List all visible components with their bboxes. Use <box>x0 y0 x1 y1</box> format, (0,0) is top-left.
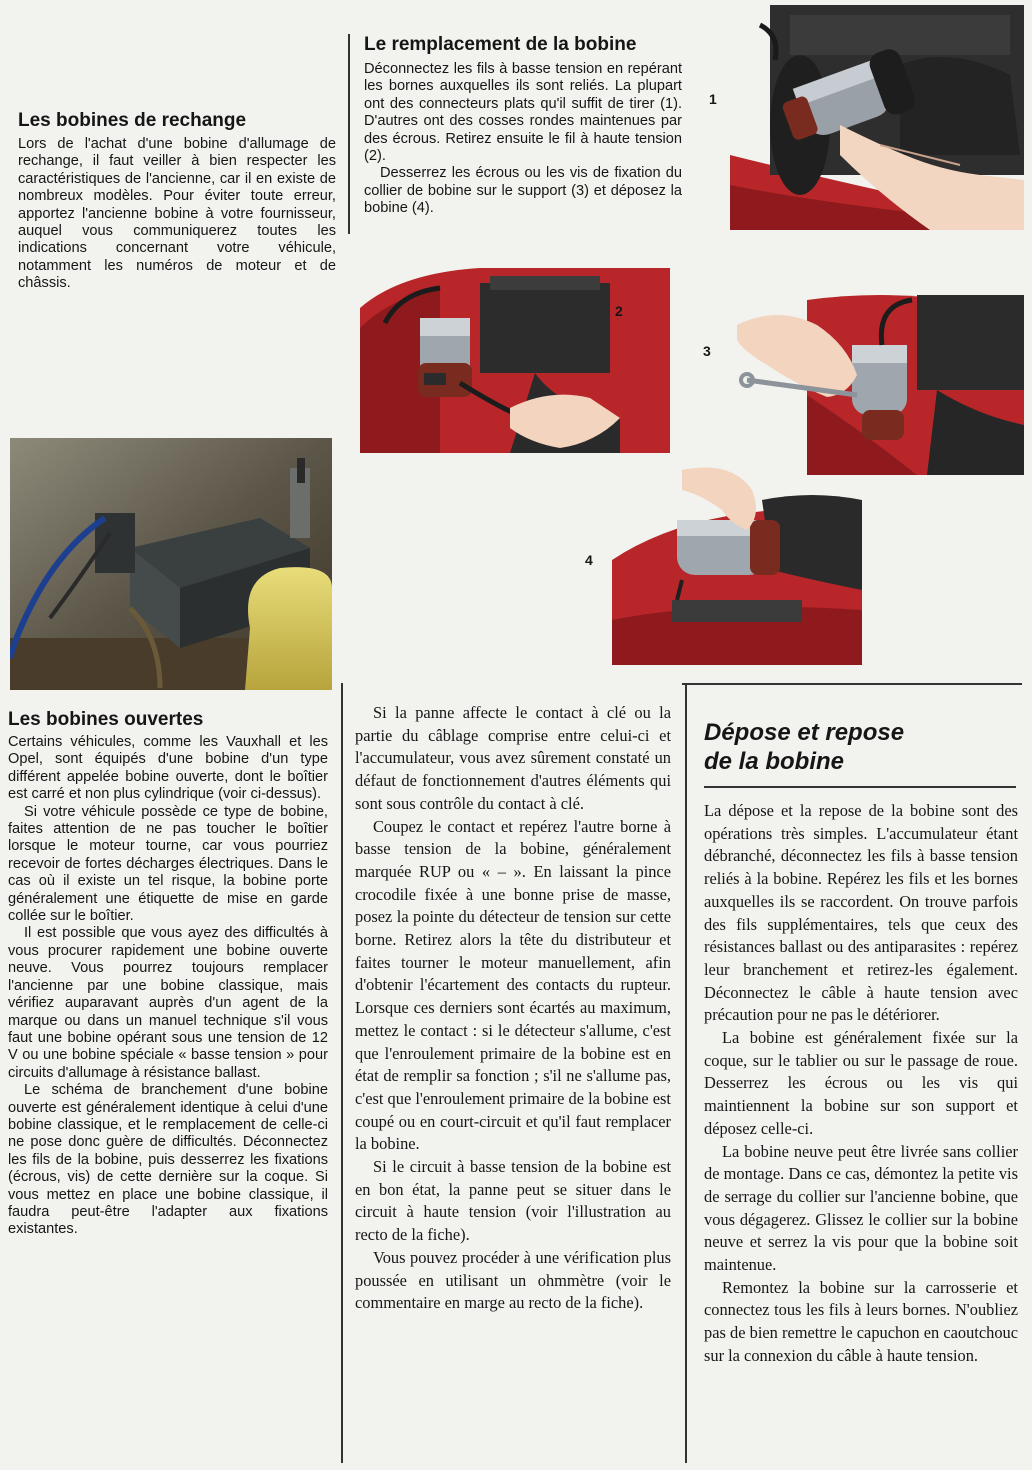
figure-number: 3 <box>703 343 711 359</box>
paragraph: Si la panne affecte le contact à clé ou la partie du câblage comprise entre celui-ci et l'accumulateur, vous avez sûrement constaté un défaut de fonctionnement d'autres éléments qui sont sous contrôle du contact à clé. <box>355 703 671 813</box>
figure-number: 1 <box>709 91 717 107</box>
paragraph: La bobine neuve peut être livrée sans collier de montage. Dans ce cas, démontez la petite vis de serrage du collier sur l'ancienne bobine, que vous dégagerez. Glissez le collier sur la bobine neuve et serrez la vis pour que la bobine soit maintenue. <box>704 1141 1018 1275</box>
section-title: Le remplacement de la bobine <box>364 34 637 55</box>
photo-open-coil <box>10 438 332 690</box>
paragraph: Certains véhicules, comme les Vauxhall et les Opel, sont équipés d'une bobine d'un type différent appelée bobine ouverte, dont le boîtier est carré et non plus cylindrique (voir ci-dessus). <box>8 734 328 803</box>
section-middle <box>355 702 671 1315</box>
illustration-step-1 <box>730 5 1024 230</box>
illustration-step-2 <box>360 268 670 453</box>
title-underline <box>704 786 1016 788</box>
section-remplacement <box>364 34 682 218</box>
column-divider <box>685 683 687 1463</box>
illustration-step-3 <box>737 285 1024 475</box>
paragraph: Si votre véhicule possède ce type de bobine, faites attention de ne pas toucher le boîtier lorsque le moteur tourne, car vous pourriez recevoir de fortes décharges électriques. Dans le cas où il existe un tel risque, la bobine porte généralement une étiquette de mise en garde collée sur le boîtier. <box>8 803 328 925</box>
section-title-line-2: de la bobine <box>704 748 845 775</box>
paragraph: La bobine est généralement fixée sur la coque, sur le tablier ou sur le passage de roue. Desserrez les écrous ou les vis qui maintiennent la bobine sur son support et déposez celle-ci. <box>704 1028 1018 1138</box>
paragraph: Desserrez les écrous ou les vis de fixation du collier de bobine sur le support (3) et déposez la bobine (4). <box>364 165 682 217</box>
section-depose <box>704 718 1018 1368</box>
column-divider <box>348 34 350 234</box>
paragraph: Coupez le contact et repérez l'autre borne à basse tension de la bobine, généralement marquée RUP ou « – ». En laissant la pince crocodile fixée à une bonne prise de masse, posez la pointe du détecteur de tension sur cette borne. Retirez alors la tête du distributeur et faites tourner le moteur manuellement, afin d'obtenir l'écartement des contacts du rupteur. Lorsque ces derniers sont écartés au maximum, mettez le contact : si le détecteur s'allume, c'est que l'enroulement primaire de la bobine est en état de remplir sa fonction ; s'il ne s'allume pas, c'est que l'enroulement primaire de la bobine est coupé ou en court-circuit et qu'il faut remplacer la bobine. <box>355 816 671 1154</box>
column-divider <box>341 683 343 1463</box>
section-ouvertes <box>8 709 328 1239</box>
section-title: Les bobines de rechange <box>18 110 247 131</box>
section-rechange <box>18 110 336 293</box>
paragraph: Si le circuit à basse tension de la bobine est en bon état, la panne peut se situer dans le circuit à haute tension (voir l'illustration au recto de la fiche). <box>355 1157 671 1245</box>
horizontal-rule <box>682 683 1022 685</box>
section-title: Les bobines ouvertes <box>8 709 204 730</box>
paragraph: La dépose et la repose de la bobine sont des opérations très simples. L'accumulateur étant débranché, déconnectez les fils à basse tension reliés à la bobine. Repérez les fils et les bornes auxquelles ils se raccordent. On trouve parfois des fils supplémentaires, tels que ceux des résistances ballast ou des antiparasites : repérez leur branchement et retirez-les également. Déconnectez le câble à haute tension avec précaution pour ne pas le détériorer. <box>704 801 1018 1025</box>
illustration-step-4 <box>612 460 862 665</box>
paragraph: Remontez la bobine sur la carrosserie et connectez tous les fils à leurs bornes. N'oubliez pas de bien remettre le capuchon en caoutchouc sur la connexion du câble à haute tension. <box>704 1277 1018 1365</box>
paragraph: Le schéma de branchement d'une bobine ouverte est généralement identique à celui d'une bobine classique, et le remplacement de celle-ci ne pose donc guère de difficultés. Déconnectez les fils de la bobine, puis desserrez les fixations (écrous, vis) de cette dernière sur la coque. Si vous mettez en place une bobine classique, il faudra peut-être l'adapter aux fixations existantes. <box>8 1082 328 1238</box>
figure-number: 2 <box>615 303 623 319</box>
figure-number: 4 <box>585 552 593 568</box>
paragraph: Déconnectez les fils à basse tension en repérant les bornes auxquelles ils sont reliés. La plupart ont des connecteurs plats qu'il suffit de tirer (1). D'autres ont des cosses rondes maintenues par des écrous. Retirez ensuite le fil à haute tension (2). <box>364 61 682 165</box>
paragraph: Vous pouvez procéder à une vérification plus poussée en utilisant un ohmmètre (voir le commentaire en marge au recto de la fiche). <box>355 1247 671 1313</box>
paragraph: Il est possible que vous ayez des difficultés à vous procurer rapidement une bobine ouverte neuve. Vous pourrez toujours remplacer l'ancienne par une bobine classique, mais vérifiez auparavant auprès d'un agent de la marque ou dans un manuel technique s'il vous faut une bobine opérant sous une tension de 12 V ou une bobine spéciale « basse tension » pour circuits d'allumage à résistance ballast. <box>8 925 328 1081</box>
paragraph: Lors de l'achat d'une bobine d'allumage de rechange, il faut veiller à bien respecter les caractéristiques de l'ancienne, car il en existe de nombreux modèles. Pour éviter toute erreur, apportez l'ancienne bobine à votre fournisseur, auquel vous communiquerez toutes les indications concernant votre véhicule, notamment les numéros de moteur et de châssis. <box>18 136 336 292</box>
section-title-line-1: Dépose et repose <box>704 719 905 746</box>
